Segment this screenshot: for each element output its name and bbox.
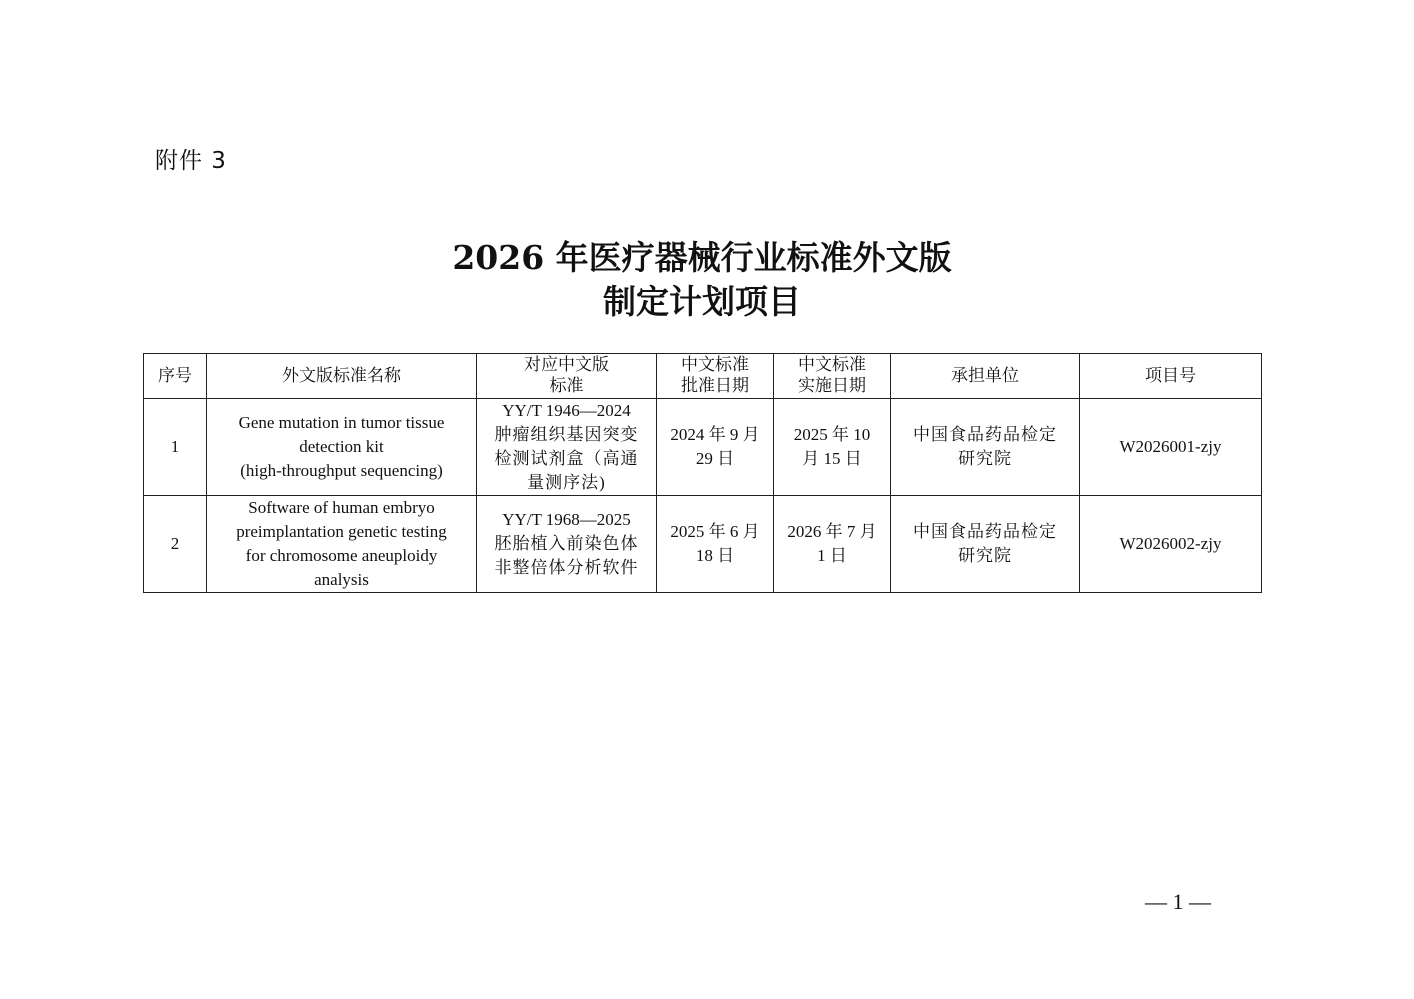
cell-serial-number: 1 (144, 399, 207, 496)
header-project-number: 项目号 (1080, 354, 1262, 399)
page-number: — 1 — (1145, 889, 1211, 914)
cell-responsible-unit: 中国食品药品检定 研究院 (891, 496, 1080, 593)
cell-serial-number: 2 (144, 496, 207, 593)
cell-english-standard-name: Software of human embryo preimplantation genetic testing for chromosome aneuploidy analysis (207, 496, 477, 593)
header-approval-date: 中文标准 批准日期 (657, 354, 774, 399)
standards-plan-table (143, 353, 1262, 593)
cell-responsible-unit: 中国食品药品检定 研究院 (891, 399, 1080, 496)
cell-project-number: W2026002-zjy (1080, 496, 1262, 593)
title-line-1: 2026 年医疗器械行业标准外文版 (452, 238, 952, 277)
table-header-row (144, 354, 1262, 399)
header-chinese-standard: 对应中文版 标准 (477, 354, 657, 399)
cell-chinese-standard: YY/T 1968—2025 胚胎植入前染色体 非整倍体分析软件 (477, 496, 657, 593)
cell-approval-date: 2024 年 9 月 29 日 (657, 399, 774, 496)
header-serial-number: 序号 (144, 354, 207, 399)
cell-project-number: W2026001-zjy (1080, 399, 1262, 496)
document-title (300, 236, 1104, 324)
cell-english-standard-name: Gene mutation in tumor tissue detection kit (high-throughput sequencing) (207, 399, 477, 496)
header-english-standard-name: 外文版标准名称 (207, 354, 477, 399)
cell-implementation-date: 2026 年 7 月 1 日 (774, 496, 891, 593)
cell-implementation-date: 2025 年 10 月 15 日 (774, 399, 891, 496)
header-responsible-unit: 承担单位 (891, 354, 1080, 399)
cell-approval-date: 2025 年 6 月 18 日 (657, 496, 774, 593)
title-line-2: 制定计划项目 (603, 282, 801, 321)
table-row (144, 496, 1262, 593)
header-implementation-date: 中文标准 实施日期 (774, 354, 891, 399)
table-row (144, 399, 1262, 496)
attachment-label: 附件 3 (155, 148, 227, 174)
cell-chinese-standard: YY/T 1946—2024 肿瘤组织基因突变 检测试剂盒（高通 量测序法) (477, 399, 657, 496)
